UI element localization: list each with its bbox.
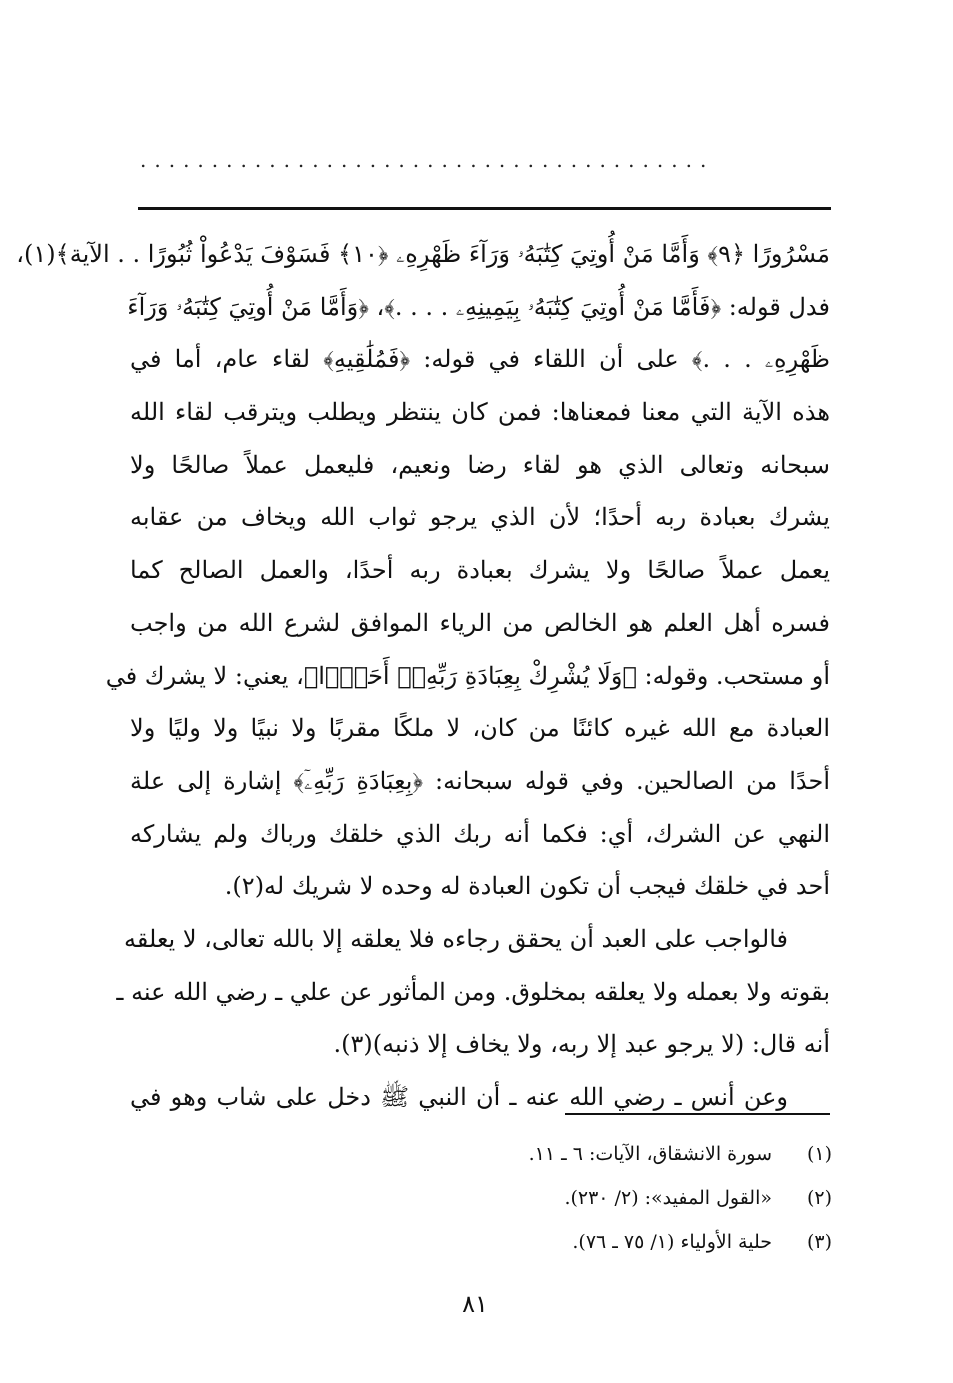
text-line: بقوته ولا بعمله ولا يعلقه بمخلوق. ومن المأثور عن علي ـ رضي الله عنه ـ [116, 977, 830, 1006]
footnote-text: حلية الأولياء (١/ ٧٥ ـ ٧٦). [572, 1231, 772, 1253]
footnote-number: (٢) [806, 1187, 832, 1209]
footnote [300, 1132, 832, 1176]
page-number: ٨١ [462, 1290, 488, 1318]
footnote-number: (١) [806, 1143, 832, 1165]
text-line: وعن أنس ـ رضي الله عنه ـ أن النبي ﷺ دخل على شاب وهو في [130, 1083, 788, 1111]
text-line: يشرك بعبادة ربه أحدًا؛ لأن الذي يرجو ثواب الله ويخاف من عقابه [130, 503, 830, 532]
footnote-text: «القول المفيد»: (٢/ ٢٣٠). [564, 1187, 772, 1209]
text-line: فالواجب على العبد أن يحقق رجاءه فلا يعلقه إلا بالله تعالى، لا يعلقه [123, 924, 788, 953]
footnote [300, 1220, 832, 1264]
text-line: أنه قال: (لا يرجو عبد إلا ربه، ولا يخاف إلا ذنبه)(٣). [333, 1030, 830, 1059]
text-line: ظَهْرِهِۦ . . .﴾ على أن اللقاء في قوله: ﴿فَمُلَٰقِيهِ﴾ لقاء عام، أما في [130, 345, 830, 374]
text-line: النهي عن الشرك، أي: فكما أنه ربك الذي خلقك ورباك ولم يشاركه [130, 819, 830, 848]
text-line: أحدًا من الصالحين. وفي قوله سبحانه: ﴿بِعِبَادَةِ رَبِّهِۦٓ﴾ إشارة إلى علة [130, 766, 830, 795]
text-line: يعمل عملاً صالحًا ولا يشرك بعبادة ربه أحدًا، والعمل الصالح كما [130, 556, 830, 585]
text-line: أو مستحب. وقوله: ﴿وَلَا يُشْرِكْ بِعِبَادَةِ رَبِّهِۦٓ أَحَدًۢا﴾، يعني: لا يشرك في [105, 661, 830, 690]
main-text [16, 228, 830, 1124]
footnote-number: (٣) [806, 1231, 832, 1253]
footnote-text: سورة الانشقاق، الآيات: ٦ ـ ١١. [528, 1143, 772, 1165]
text-line: مَسْرُورًا ﴿٩﴾ وَأَمَّا مَنْ أُوتِيَ كِتَٰبَهُۥ وَرَآءَ ظَهْرِهِۦ ﴿١٠﴾ فَسَوْفَ يَدْعُواْ ثُبُورًا . . الآية﴾(١)، [16, 240, 830, 268]
footnote [300, 1176, 832, 1220]
text-line: هذه الآية التي معنا فمعناها: فمن كان ينتظر ويطلب ويترقب لقاء الله [130, 398, 830, 427]
text-line: أحد في خلقك فيجب أن تكون العبادة له وحده لا شريك له(٢). [224, 872, 830, 901]
header-rule [138, 207, 831, 210]
footnote-rule [565, 1113, 830, 1115]
text-line: فدل قوله: ﴿فَأَمَّا مَنْ أُوتِيَ كِتَٰبَهُۥ بِيَمِينِهِۦ . . . .﴾، ﴿وَأَمَّا مَنْ أُوتِيَ كِتَٰبَهُۥ وَرَآءَ [127, 292, 830, 321]
footnotes [300, 1132, 832, 1264]
text-line: فسره أهل العلم هو الخالص من الرياء الموافق لشرع الله من واجب [130, 608, 830, 637]
text-line: العبادة مع الله غيره كائنًا من كان، لا ملكًا مقربًا ولا نبيًا ولا وليًا ولا [130, 714, 830, 743]
header-dotted-line: ........................................ [140, 148, 715, 172]
text-line: سبحانه وتعالى الذي هو لقاء رضا ونعيم، فليعمل عملاً صالحًا ولا [130, 450, 830, 479]
